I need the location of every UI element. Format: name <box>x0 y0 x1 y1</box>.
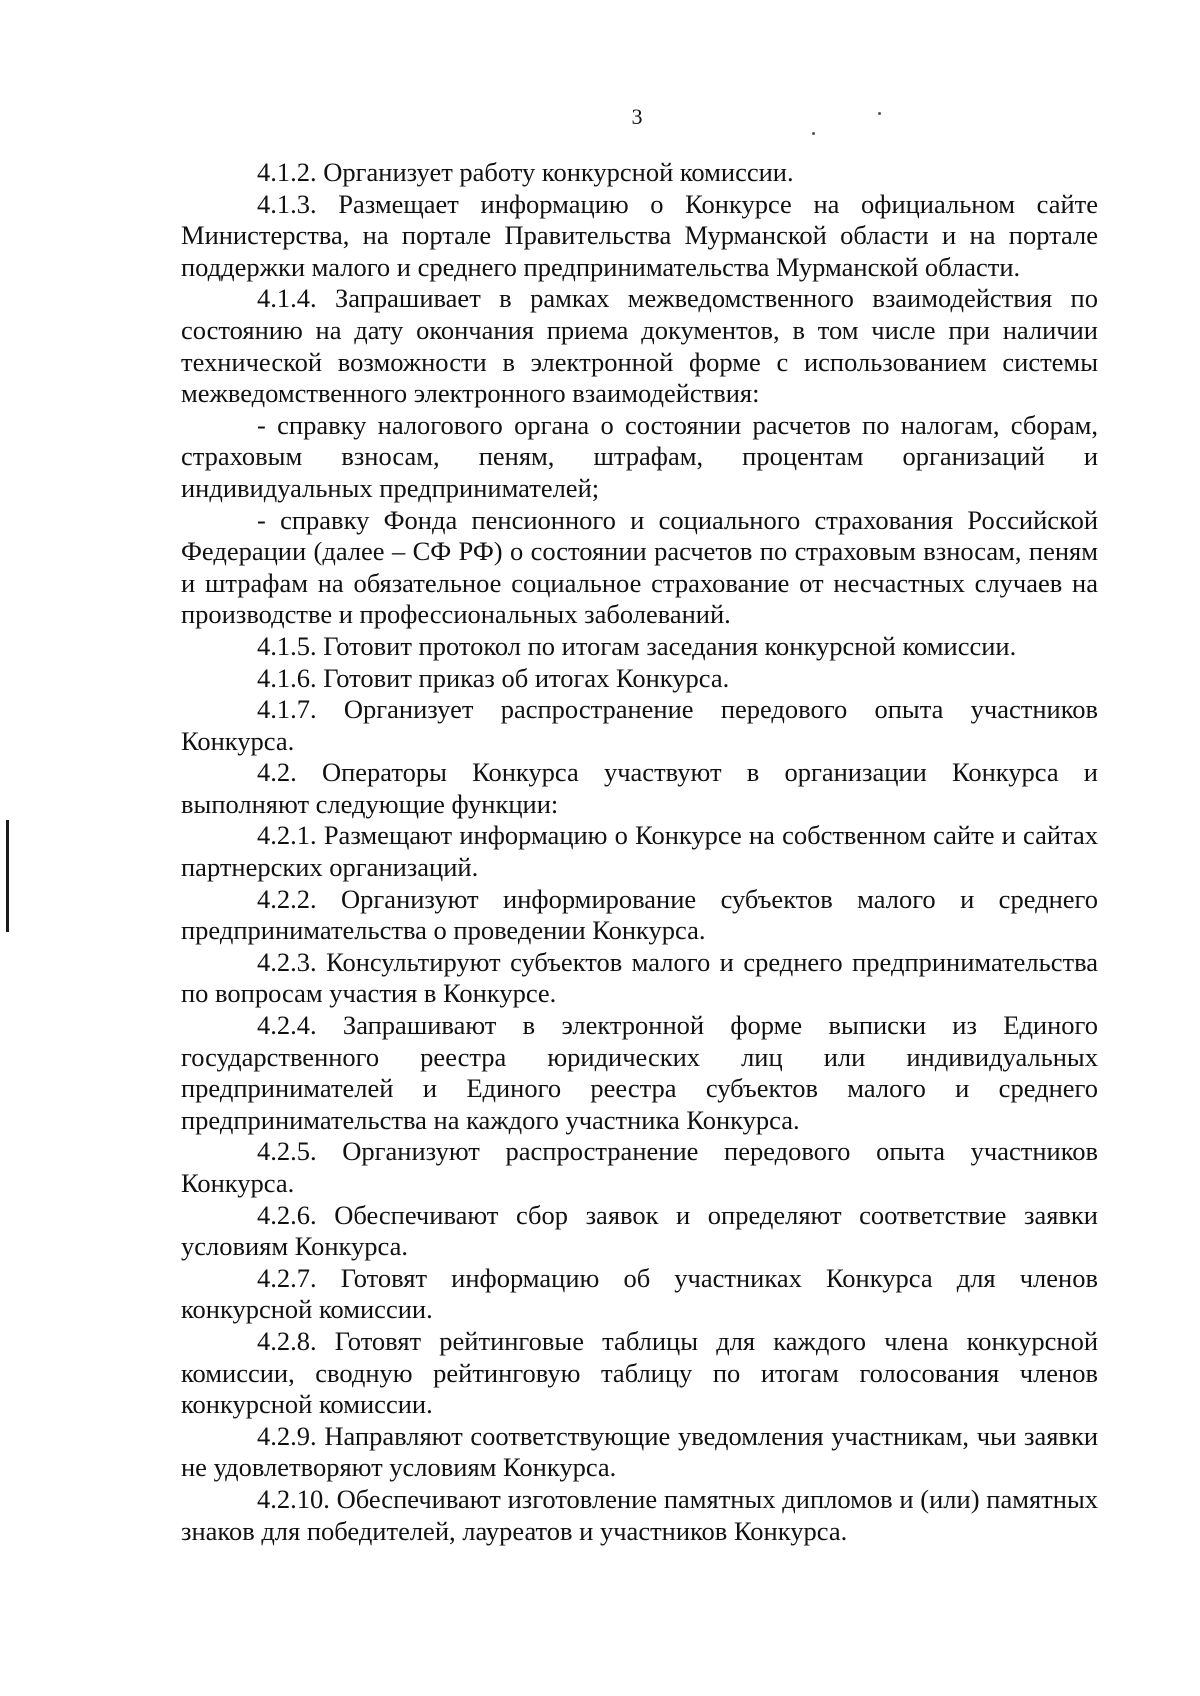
paragraph-tax-certificate: - справку налогового органа о состоянии расчетов по налогам, сборам, страховым взносам, пеням, штрафам, процентам организаций и индивидуальных предпринимателей; <box>181 409 1098 503</box>
paragraph-4-1-2: 4.1.2. Организует работу конкурсной комиссии. <box>257 157 794 187</box>
paragraph-4-1-4: 4.1.4. Запрашивает в рамках межведомственного взаимодействия по состоянию на дату окончания приема документов, в том числе при наличии технической возможности в электронной форме с использованием системы межведомственного электронного взаимодействия: <box>181 283 1098 409</box>
scan-speck <box>878 112 881 115</box>
scan-speck <box>812 132 815 135</box>
paragraph-sf-certificate: - справку Фонда пенсионного и социального страхования Российской Федерации (далее – СФ РФ) о состоянии расчетов по страховым взносам, пеням и штрафам на обязательное социальное страхование от несчастных случаев на производстве и профессиональных заболеваний. <box>181 504 1098 630</box>
paragraph-4-2-10: 4.2.10. Обеспечивают изготовление памятных дипломов и (или) памятных знаков для победителей, лауреатов и участников Конкурса. <box>181 1483 1098 1546</box>
paragraph-4-2-5: 4.2.5. Организуют распространение передового опыта участников Конкурса. <box>181 1136 1098 1198</box>
paragraph-4-2-7: 4.2.7. Готовят информацию об участниках Конкурса для членов конкурсной комиссии. <box>181 1262 1098 1325</box>
paragraph-4-2-1: 4.2.1. Размещают информацию о Конкурсе на собственном сайте и сайтах партнерских организаций. <box>181 820 1098 883</box>
paragraph-4-1-6: 4.1.6. Готовит приказ об итогах Конкурса. <box>257 662 730 693</box>
paragraph-4-2-2: 4.2.2. Организуют информирование субъектов малого и среднего предпринимательства о проведении Конкурса. <box>181 883 1098 946</box>
paragraph-4-1-3: 4.1.3. Размещает информацию о Конкурсе на официальном сайте Министерства, на портале Правительства Мурманской области и на портале поддержки малого и среднего предпринимательства Мурманской области. <box>181 188 1098 282</box>
paragraph-4-1-5: 4.1.5. Готовит протокол по итогам заседания конкурсной комиссии. <box>257 630 1017 661</box>
paragraph-4-2-3: 4.2.3. Консультируют субъектов малого и среднего предпринимательства по вопросам участия в Конкурсе. <box>181 946 1098 1009</box>
document-body <box>181 157 1098 1547</box>
paragraph-4-2: 4.2. Операторы Конкурса участвуют в организации Конкурса и выполняют следующие функции: <box>181 757 1098 819</box>
page-number: 3 <box>631 104 643 129</box>
paragraph-4-2-6: 4.2.6. Обеспечивают сбор заявок и определяют соответствие заявки условиям Конкурса. <box>181 1199 1098 1262</box>
paragraph-4-1-7: 4.1.7. Организует распространение передового опыта участников Конкурса. <box>181 694 1098 756</box>
paragraph-4-2-9: 4.2.9. Направляют соответствующие уведомления участникам, чьи заявки не удовлетворяют условиям Конкурса. <box>181 1420 1098 1483</box>
paragraph-4-2-8: 4.2.8. Готовят рейтинговые таблицы для каждого члена конкурсной комиссии, сводную рейтинговую таблицу по итогам голосования членов конкурсной комиссии. <box>181 1325 1098 1420</box>
paragraph-4-2-4: 4.2.4. Запрашивают в электронной форме выписки из Единого государственного реестра юридических лиц или индивидуальных предпринимателей и Единого реестра субъектов малого и среднего предпринимательства на каждого участника Конкурса. <box>181 1010 1098 1135</box>
scan-edge-mark <box>6 820 9 932</box>
